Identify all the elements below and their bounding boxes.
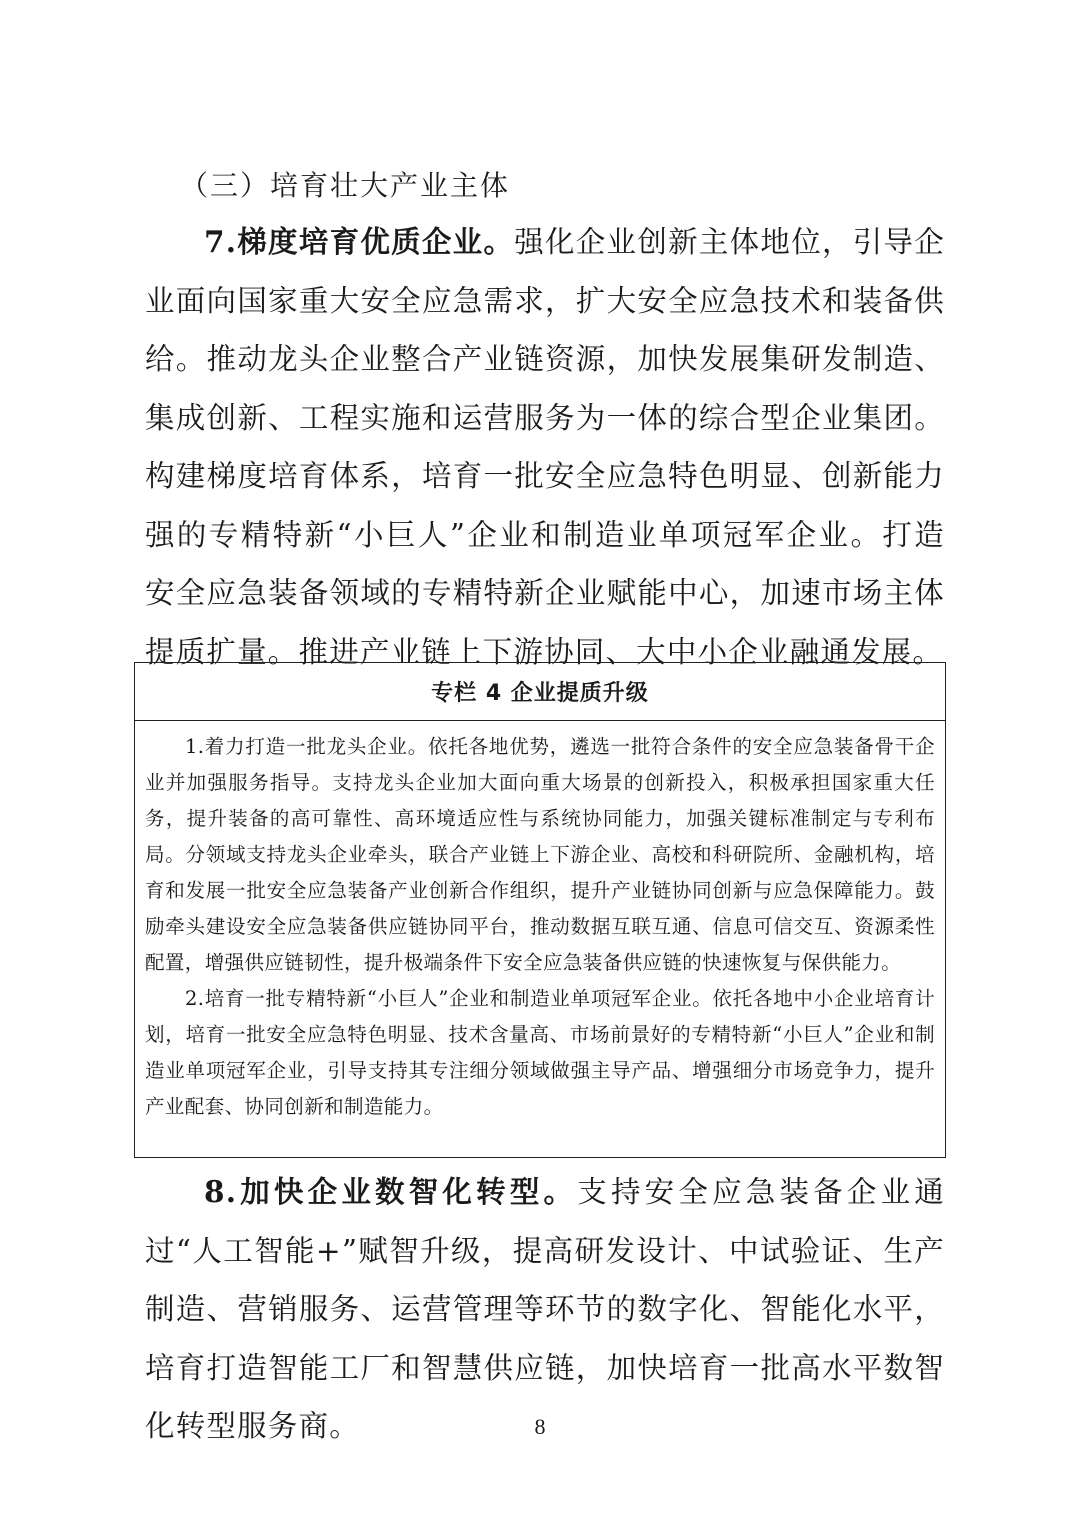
paragraph-7-text: 强化企业创新主体地位，引导企业面向国家重大安全应急需求，扩大安全应急技术和装备供给。推动龙头企业整合产业链资源，加快发展集研发制造、集成创新、工程实施和运营服务为一体的综合型企业集团。构建梯度培育体系，培育一批安全应急特色明显、创新能力强的专精特新“小巨人”企业和制造业单项冠军企业。打造安全应急装备领域的专精特新企业赋能中心，加速市场主体提质扩量。推进产业链上下游协同、大中小企业融通发展。 [145,225,945,669]
box-title: 专栏 4 企业提质升级 [135,663,945,721]
box-body [135,721,945,1125]
sidebar-box-enterprise-upgrade [134,662,946,1158]
paragraph-8 [145,1163,945,1456]
paragraph-8-lead: 8.加快企业数智化转型。 [204,1174,578,1209]
box-item-2: 2.培育一批专精特新“小巨人”企业和制造业单项冠军企业。依托各地中小企业培育计划，培育一批安全应急特色明显、技术含量高、市场前景好的专精特新“小巨人”企业和制造业单项冠军企业，引导支持其专注细分领域做强主导产品、增强细分市场竞争力，提升产业配套、协同创新和制造能力。 [145,987,935,1118]
paragraph-7 [145,213,945,681]
box-item-1: 1.着力打造一批龙头企业。依托各地优势，遴选一批符合条件的安全应急装备骨干企业并加强服务指导。支持龙头企业加大面向重大场景的创新投入，积极承担国家重大任务，提升装备的高可靠性、高环境适应性与系统协同能力，加强关键标准制定与专利布局。分领域支持龙头企业牵头，联合产业链上下游企业、高校和科研院所、金融机构，培育和发展一批安全应急装备产业创新合作组织，提升产业链协同创新与应急保障能力。鼓励牵头建设安全应急装备供应链协同平台，推动数据互联互通、信息可信交互、资源柔性配置，增强供应链韧性，提升极端条件下安全应急装备供应链的快速恢复与保供能力。 [145,735,935,974]
section-heading: （三）培育壮大产业主体 [180,169,511,202]
paragraph-7-lead: 7.梯度培育优质企业。 [204,224,515,259]
paragraph-8-text: 支持安全应急装备企业通过“人工智能+”赋智升级，提高研发设计、中试验证、生产制造、营销服务、运营管理等环节的数字化、智能化水平，培育打造智能工厂和智慧供应链，加快培育一批高水平数智化转型服务商。 [145,1175,945,1443]
page-number: 8 [534,1414,546,1439]
